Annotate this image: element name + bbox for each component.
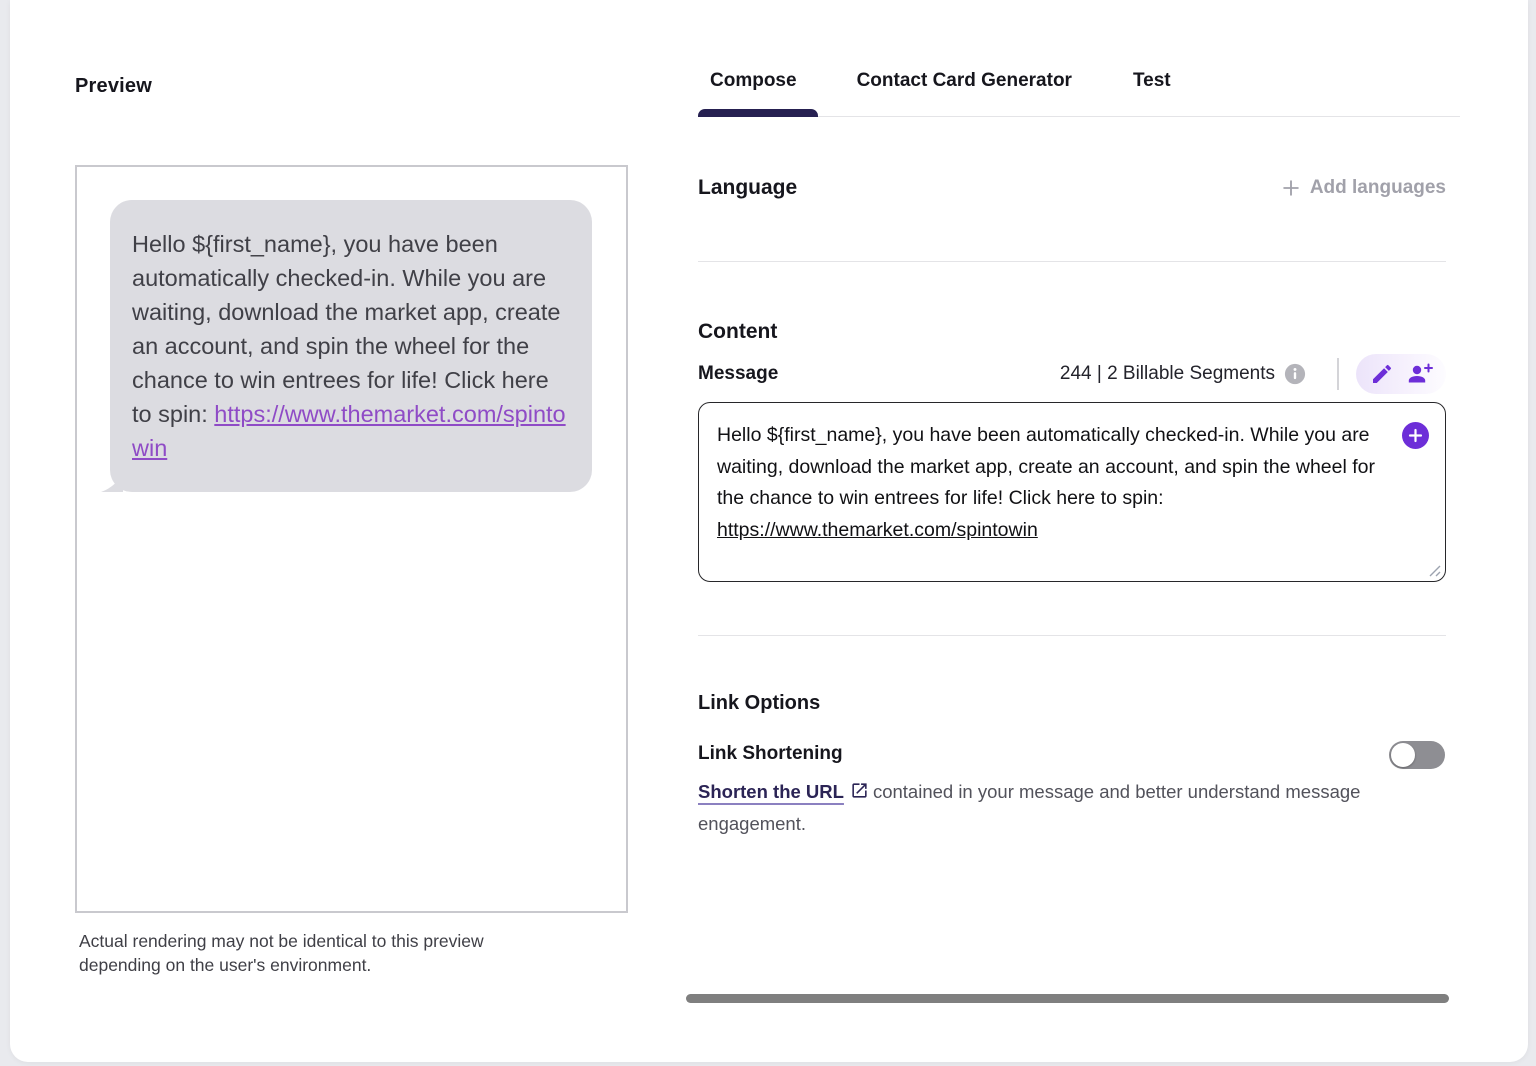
active-tab-indicator <box>698 109 818 117</box>
message-textarea[interactable] <box>699 403 1445 581</box>
external-link-icon <box>850 779 869 809</box>
vertical-divider <box>1337 358 1339 390</box>
link-shortening-toggle[interactable] <box>1389 741 1445 769</box>
resize-handle[interactable] <box>1428 564 1441 577</box>
message-tools <box>1060 354 1446 394</box>
add-contact-button[interactable] <box>1407 361 1433 387</box>
language-title: Language <box>698 176 798 199</box>
message-label: Message <box>698 363 779 384</box>
content-title: Content <box>698 320 778 343</box>
add-languages-label: Add languages <box>1309 177 1446 198</box>
pencil-icon <box>1370 362 1394 386</box>
main-card <box>10 0 1528 1062</box>
preview-message-text: Hello ${first_name}, you have been automatically checked-in. While you are waiting, download the market app, create an account, and spin the wheel for the chance to win entrees for life! Click here to spin: <box>132 231 561 427</box>
add-languages-button[interactable] <box>1280 177 1446 199</box>
plus-icon <box>1408 428 1423 443</box>
preview-disclaimer: Actual rendering may not be identical to this preview depending on the user's environment. <box>79 931 484 975</box>
toggle-knob <box>1391 743 1415 767</box>
link-options-title: Link Options <box>698 692 821 714</box>
link-shortening-label: Link Shortening <box>698 743 843 764</box>
tab-contact-card-generator[interactable]: Contact Card Generator <box>856 70 1072 91</box>
tab-test[interactable]: Test <box>1132 70 1171 91</box>
language-section-header <box>698 176 1446 200</box>
message-edit-tools-pill <box>1356 354 1446 394</box>
section-divider <box>698 261 1446 262</box>
plus-icon <box>1280 177 1302 199</box>
message-header-row <box>698 352 1446 396</box>
person-plus-icon <box>1407 362 1433 386</box>
message-preview-frame <box>75 165 628 913</box>
message-input-wrapper <box>698 402 1446 582</box>
info-icon[interactable] <box>1284 363 1306 385</box>
tab-bar <box>698 70 1171 92</box>
link-shortening-description <box>698 777 1410 839</box>
sms-preview-bubble <box>110 200 592 492</box>
preview-message-link: https://www.themarket.com/spintowin <box>132 401 566 461</box>
message-text: Hello ${first_name}, you have been automatically checked-in. While you are waiting, download the market app, create an account, and spin the wheel for the chance to win entrees for life! Click here to spin: <box>717 424 1375 509</box>
section-divider <box>698 635 1446 636</box>
tab-compose[interactable]: Compose <box>710 70 797 91</box>
preview-title: Preview <box>75 75 153 97</box>
message-link-text: https://www.themarket.com/spintowin <box>717 518 1038 541</box>
insert-variable-button[interactable] <box>1402 422 1429 449</box>
shorten-url-link[interactable]: Shorten the URL <box>698 781 844 802</box>
bubble-tail-shape <box>101 470 123 492</box>
edit-pencil-button[interactable] <box>1369 361 1395 387</box>
billable-segments-counter: 244 | 2 Billable Segments <box>1059 363 1275 384</box>
horizontal-scrollbar-thumb[interactable] <box>686 994 1449 1003</box>
link-shortening-description-text: contained in your message and better understand message engagement. <box>698 781 1361 834</box>
